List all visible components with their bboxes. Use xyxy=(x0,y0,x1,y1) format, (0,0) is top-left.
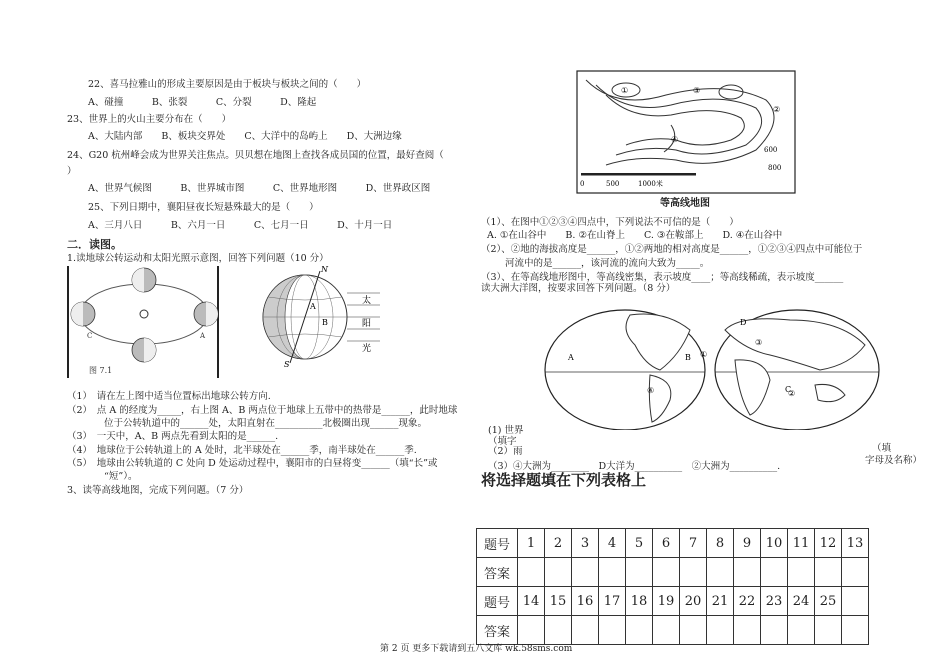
map-q2-part2: （填 xyxy=(872,443,892,454)
answer-cell[interactable] xyxy=(680,616,707,645)
table-row xyxy=(477,587,869,616)
question-number: 18 xyxy=(626,587,653,616)
question-number: 22 xyxy=(734,587,761,616)
answer-table xyxy=(476,528,869,645)
row-label: 答案 xyxy=(477,616,518,645)
answer-cell[interactable] xyxy=(707,558,734,587)
read-question-1: 1.读地球公转运动和太阳光照示意图，回答下列问题（10 分） xyxy=(67,253,329,264)
q24-text-end: ） xyxy=(67,166,77,177)
contour-q1-options: A. ①在山谷中 B. ②在山脊上 C. ③在鞍部上 D. ④在山谷中 xyxy=(487,230,783,241)
answer-cell[interactable] xyxy=(842,616,869,645)
answer-cell[interactable] xyxy=(842,558,869,587)
question-number: 13 xyxy=(842,529,869,558)
question-number: 8 xyxy=(707,529,734,558)
label-north: N xyxy=(321,265,328,274)
world-map-figure xyxy=(540,300,885,430)
question-number xyxy=(842,587,869,616)
scale-500: 500 xyxy=(606,180,620,188)
sub-q1: （1） 请在左上图中适当位置标出地球公转方向. xyxy=(67,391,271,402)
contour-label-800: 800 xyxy=(768,164,782,172)
q23-text: 23、世界上的火山主要分布在（ ） xyxy=(67,114,232,125)
question-number: 19 xyxy=(653,587,680,616)
answer-table-heading: 将选择题填在下列表格上 xyxy=(481,471,647,489)
question-number: 10 xyxy=(761,529,788,558)
scale-1000: 1000米 xyxy=(638,180,663,188)
question-number: 5 xyxy=(626,529,653,558)
answer-cell[interactable] xyxy=(734,558,761,587)
q22-text: 22、喜马拉雅山的形成主要原因是由于板块与板块之间的（ ） xyxy=(88,79,367,90)
scale-0: 0 xyxy=(580,180,585,188)
read-question-3: 3、读等高线地图，完成下列问题。（7 分） xyxy=(67,485,249,496)
answer-cell[interactable] xyxy=(626,558,653,587)
sunlight-globe-figure xyxy=(250,263,385,368)
map-label-d: D xyxy=(740,318,747,327)
map-label-c: C xyxy=(785,385,792,394)
map-label-a: A xyxy=(568,353,574,362)
question-number: 17 xyxy=(599,587,626,616)
answer-cell[interactable] xyxy=(815,616,842,645)
map-label-4: ④ xyxy=(647,386,655,395)
answer-cell[interactable] xyxy=(788,616,815,645)
question-number: 14 xyxy=(518,587,545,616)
contour-label-1: ① xyxy=(621,86,629,95)
question-number: 16 xyxy=(572,587,599,616)
map-q1-part1: (1) 世界 xyxy=(488,425,524,436)
answer-cell[interactable] xyxy=(626,616,653,645)
sub-q4: （4） 地球位于公转轨道上的 A 处时，北半球处在______季，南半球处在______季. xyxy=(67,445,417,456)
orbit-label-c: C xyxy=(87,332,93,340)
label-tai: 太 xyxy=(362,296,372,306)
answer-cell[interactable] xyxy=(599,558,626,587)
table-row xyxy=(477,558,869,587)
map-q3: （3）④大洲为________ D大洋为__________ ②大洲为__________. xyxy=(488,461,781,472)
label-yang: 阳 xyxy=(362,319,372,329)
question-number: 15 xyxy=(545,587,572,616)
contour-label-3: ③ xyxy=(693,86,701,95)
label-b: B xyxy=(322,318,328,327)
question-number: 25 xyxy=(815,587,842,616)
q23-options: A、大陆内部 B、板块交界处 C、大洋中的岛屿上 D、大洲边缘 xyxy=(88,131,402,142)
question-number: 21 xyxy=(707,587,734,616)
q24-options: A、世界气候图 B、世界城市图 C、世界地形图 D、世界政区图 xyxy=(88,183,431,194)
answer-cell[interactable] xyxy=(599,616,626,645)
contour-label-4: ④ xyxy=(671,135,679,144)
question-number: 23 xyxy=(761,587,788,616)
map-q2-part1: （2）雨 xyxy=(488,446,523,457)
question-number: 4 xyxy=(599,529,626,558)
question-number: 7 xyxy=(680,529,707,558)
answer-cell[interactable] xyxy=(518,558,545,587)
question-number: 2 xyxy=(545,529,572,558)
question-number: 24 xyxy=(788,587,815,616)
map-q1-part2: （填字 xyxy=(488,436,517,447)
contour-q3: （3）、在等高线地形图中，等高线密集，表示坡度____；等高线稀疏，表示坡度______ xyxy=(481,272,844,283)
answer-cell[interactable] xyxy=(761,616,788,645)
answer-cell[interactable] xyxy=(572,616,599,645)
label-a: A xyxy=(310,302,316,311)
question-number: 1 xyxy=(518,529,545,558)
answer-cell[interactable] xyxy=(761,558,788,587)
q25-options: A、三月八日 B、六月一日 C、七月一日 D、十月一日 xyxy=(88,220,393,231)
map-label-b: B xyxy=(685,353,691,362)
answer-cell[interactable] xyxy=(653,558,680,587)
section-2-heading: 二．读图。 xyxy=(67,238,122,251)
row-label: 答案 xyxy=(477,558,518,587)
contour-label-2: ② xyxy=(773,105,781,114)
q22-options: A、碰撞 B、张裂 C、分裂 D、隆起 xyxy=(88,97,317,108)
question-number: 3 xyxy=(572,529,599,558)
row-label: 题号 xyxy=(477,529,518,558)
answer-cell[interactable] xyxy=(788,558,815,587)
answer-cell[interactable] xyxy=(572,558,599,587)
answer-cell[interactable] xyxy=(734,616,761,645)
map-label-1: ① xyxy=(700,350,708,359)
contour-q2-line2: 河流中的是______，该河流的流向大致为_____。 xyxy=(505,258,710,269)
figure-7-1-caption: 图 7.1 xyxy=(89,366,113,375)
sub-q5-line1: （5） 地球由公转轨道的 C 处向 D 处运动过程中，襄阳市的白昼将变______（填“长”或 xyxy=(67,458,438,469)
orbit-label-a: A xyxy=(200,332,206,340)
answer-cell[interactable] xyxy=(680,558,707,587)
question-number: 20 xyxy=(680,587,707,616)
table-row xyxy=(477,529,869,558)
page-footer: 第 2 页 更多下载请到五八文库 wk.58sms.com xyxy=(380,644,573,654)
sub-q5-line2: “短”）。 xyxy=(104,471,138,482)
sub-q2-line1: （2） 点 A 的经度为_____，右上图 A、B 两点位于地球上五带中的热带是______，此时地球 xyxy=(67,405,458,416)
row-label: 题号 xyxy=(477,587,518,616)
answer-cell[interactable] xyxy=(707,616,734,645)
contour-label-600: 600 xyxy=(764,146,778,154)
map-label-3: ③ xyxy=(755,338,763,347)
q24-text: 24、G20 杭州峰会成为世界关注焦点。贝贝想在地图上查找各成员国的位置，最好查阅（ xyxy=(67,150,444,161)
sub-q3: （3） 一天中，A、B 两点先看到太阳的是______. xyxy=(67,431,279,442)
sub-q2-line2: 位于公转轨道中的______处，太阳直射在__________北极圈出现______现象。 xyxy=(104,418,428,429)
continents-question: 读大洲大洋图，按要求回答下列问题。（8 分） xyxy=(481,283,676,294)
contour-q1: （1）、在图中①②③④四点中，下列说法不可信的是（ ） xyxy=(481,217,739,228)
question-number: 9 xyxy=(734,529,761,558)
label-south: S xyxy=(284,360,290,368)
question-number: 12 xyxy=(815,529,842,558)
contour-map-figure xyxy=(576,70,798,195)
q25-text: 25、下列日期中，襄阳昼夜长短悬殊最大的是（ ） xyxy=(88,202,319,213)
answer-cell[interactable] xyxy=(815,558,842,587)
earth-orbit-figure xyxy=(67,266,220,378)
contour-q2-line1: （2）、②地的海拔高度是______，①②两地的相对高度是______，①②③④四点中可能位于 xyxy=(481,244,863,255)
question-number: 11 xyxy=(788,529,815,558)
map-label-2: ② xyxy=(788,389,796,398)
answer-cell[interactable] xyxy=(545,558,572,587)
map-q2-part3: 字母及名称） xyxy=(865,455,923,466)
contour-map-title: 等高线地图 xyxy=(660,198,710,209)
label-guang: 光 xyxy=(362,344,372,354)
question-number: 6 xyxy=(653,529,680,558)
answer-cell[interactable] xyxy=(653,616,680,645)
